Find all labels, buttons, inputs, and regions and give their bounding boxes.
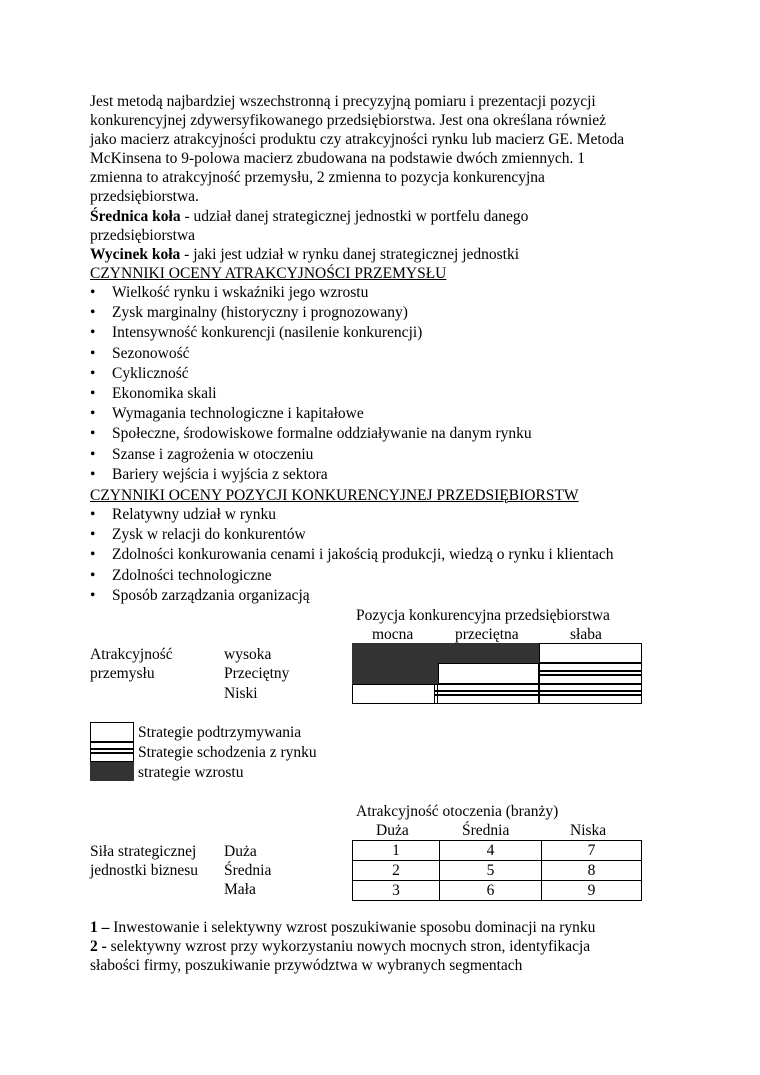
bullet-icon: • xyxy=(90,586,96,604)
list-item-text: Bariery wejścia i wyjścia z sektora xyxy=(112,465,328,483)
table-row xyxy=(353,841,642,861)
list-item-text: Sezonowość xyxy=(112,344,190,362)
list-item-text: Sposób zarządzania organizacją xyxy=(112,586,310,604)
wycinek-desc: - jaki jest udział w rynku danej strategicznej jednostki xyxy=(180,246,520,263)
bullet-icon: • xyxy=(90,506,96,523)
legend-hold-label: Strategie podtrzymywania xyxy=(138,724,302,741)
bullet-icon: • xyxy=(90,546,96,564)
intro-line: Jest metodą najbardziej wszechstronną i precyzyjną pomiaru i prezentacji pozycji xyxy=(90,93,596,110)
list-item-text: Zdolności technologiczne xyxy=(112,566,272,584)
legend-exit-label: Strategie schodzenia z rynku xyxy=(138,744,317,761)
bullet-icon: • xyxy=(90,364,96,382)
matrix2-cell: 4 xyxy=(440,841,542,861)
matrix1-exit-stripes xyxy=(539,670,642,676)
list-item-text: Cykliczność xyxy=(112,364,189,382)
note-2-cont: słabości firmy, poszukiwanie przywództwa w wybranych segmentach xyxy=(90,957,523,974)
bullet-icon: • xyxy=(90,526,96,544)
matrix2-title: Atrakcyjność otoczenia (branży) xyxy=(356,803,559,820)
matrix1-cell-hold xyxy=(539,643,642,663)
note-1 xyxy=(90,918,595,937)
matrix1-exit-stripes xyxy=(434,690,539,696)
matrix2-col-srednia: Średnia xyxy=(462,822,510,839)
list-item-text: Wymagania technologiczne i kapitałowe xyxy=(112,405,364,423)
bullet-icon: • xyxy=(90,425,96,443)
list-item xyxy=(90,303,408,323)
matrix2-row-duza: Duża xyxy=(224,843,257,860)
list-item-text: Zdolności konkurowania cenami i jakością produkcji, wiedzą o rynku i klientach xyxy=(112,546,614,564)
bullet-icon: • xyxy=(90,284,96,301)
matrix1-row-przecietny: Przeciętny xyxy=(224,665,290,682)
bullet-icon: • xyxy=(90,566,96,584)
intro-line: jako macierz atrakcyjności produktu czy atrakcyjności rynku lub macierz GE. Metoda xyxy=(90,131,625,148)
matrix1-col-mocna: mocna xyxy=(372,626,414,643)
srednica-desc: - udział danej strategicznej jednostki w portfelu danego xyxy=(180,208,529,225)
matrix1-row-niski: Niski xyxy=(224,685,258,702)
intro-line: konkurencyjnej zdywersyfikowanego przedsiębiorstwa. Jest ona określana również xyxy=(90,112,607,129)
list-item-text: Zysk w relacji do konkurentów xyxy=(112,526,306,544)
bullet-icon: • xyxy=(90,445,96,463)
bullet-icon: • xyxy=(90,304,96,322)
note-1-number: 1 – xyxy=(90,919,110,936)
list-item xyxy=(90,566,272,586)
legend-swatch-growth xyxy=(90,762,134,781)
matrix1-row-wysoka: wysoka xyxy=(224,646,272,663)
intro-line: przedsiębiorstwa. xyxy=(90,188,199,205)
srednica-term: Średnica koła xyxy=(90,208,181,225)
matrix2-cell: 1 xyxy=(353,841,440,861)
list-item-text: Wielkość rynku i wskaźniki jego wzrostu xyxy=(112,284,369,301)
legend-swatch-hold xyxy=(90,722,134,742)
list-item xyxy=(90,364,189,384)
intro-line: zmienna to atrakcyjność przemysłu, 2 zmienna to pozycja konkurencyjna xyxy=(90,169,545,186)
bullet-icon: • xyxy=(90,344,96,362)
matrix2-cell: 8 xyxy=(542,861,642,881)
note-2 xyxy=(90,937,590,956)
matrix2-row-label-cont: jednostki biznesu xyxy=(90,862,199,879)
list-item xyxy=(90,465,328,485)
list-item xyxy=(90,525,306,545)
matrix1-col-slaba: słaba xyxy=(570,626,602,643)
srednica-desc-cont: przedsiębiorstwa xyxy=(90,227,196,244)
matrix1-cell-growth xyxy=(352,663,438,684)
matrix2-cell: 2 xyxy=(353,861,440,881)
matrix2-cell: 6 xyxy=(440,881,542,901)
list-item-text: Zysk marginalny (historyczny i prognozowany) xyxy=(112,304,408,322)
matrix1-col-przecietna: przeciętna xyxy=(455,626,519,643)
note-2-number: 2 - xyxy=(90,938,107,955)
matrix2-col-niska: Niska xyxy=(570,822,607,839)
section1-heading: CZYNNIKI OCENY ATRAKCYJNOŚCI PRZEMYSŁU xyxy=(90,265,447,282)
wycinek-term: Wycinek koła xyxy=(90,246,181,263)
bullet-icon: • xyxy=(90,465,96,483)
matrix1-row-label-cont: przemysłu xyxy=(90,665,155,682)
matrix1-cell-growth xyxy=(352,643,438,663)
matrix1-exit-stripes xyxy=(539,690,642,696)
matrix1-row-label: Atrakcyjność xyxy=(90,646,173,663)
matrix2-row-mala: Mała xyxy=(224,881,256,898)
list-item-text: Ekonomika skali xyxy=(112,385,217,402)
matrix2-cell: 7 xyxy=(542,841,642,861)
intro-line: McKinsena to 9-polowa macierz zbudowana na podstawie dwóch zmiennych. 1 xyxy=(90,150,585,167)
list-item xyxy=(90,424,532,444)
note-2-text: selektywny wzrost przy wykorzystaniu nowych mocnych stron, identyfikacja xyxy=(106,938,591,955)
list-item xyxy=(90,344,190,364)
matrix2-row-srednia: Średnia xyxy=(224,862,272,879)
list-item-text: Relatywny udział w rynku xyxy=(112,506,277,523)
legend-exit-stripes xyxy=(90,748,134,754)
table-row xyxy=(353,881,642,901)
matrix2-cell: 3 xyxy=(353,881,440,901)
list-item-text: Intensywność konkurencji (nasilenie konkurencji) xyxy=(112,324,423,342)
bullet-icon: • xyxy=(90,324,96,342)
matrix2-col-duza: Duża xyxy=(376,822,409,839)
list-item-text: Szanse i zagrożenia w otoczeniu xyxy=(112,445,314,463)
matrix1-cell-growth xyxy=(438,643,539,663)
list-item xyxy=(90,505,276,525)
legend-growth-label: strategie wzrostu xyxy=(138,764,244,781)
bullet-icon: • xyxy=(90,405,96,423)
matrix2-cell: 5 xyxy=(440,861,542,881)
list-item xyxy=(90,586,310,606)
list-item xyxy=(90,323,422,343)
matrix1-cell-hold xyxy=(352,684,438,704)
bullet-icon: • xyxy=(90,385,96,402)
section2-heading: CZYNNIKI OCENY POZYCJI KONKURENCYJNEJ PRZEDSIĘBIORSTW xyxy=(90,487,579,504)
list-item xyxy=(90,404,364,424)
list-item xyxy=(90,384,217,404)
matrix1-cell-hold xyxy=(438,663,539,684)
list-item xyxy=(90,445,313,465)
list-item xyxy=(90,283,368,303)
matrix2-table xyxy=(352,840,642,901)
wycinek-definition xyxy=(90,245,519,264)
matrix2-cell: 9 xyxy=(542,881,642,901)
list-item xyxy=(90,545,613,565)
list-item-text: Społeczne, środowiskowe formalne oddziaływanie na danym rynku xyxy=(112,425,532,443)
matrix1-title: Pozycja konkurencyjna przedsiębiorstwa xyxy=(356,607,610,624)
note-1-text: Inwestowanie i selektywny wzrost poszukiwanie sposobu dominacji na rynku xyxy=(109,919,596,936)
table-row xyxy=(353,861,642,881)
matrix2-row-label: Siła strategicznej xyxy=(90,843,197,860)
srednica-definition xyxy=(90,207,528,226)
